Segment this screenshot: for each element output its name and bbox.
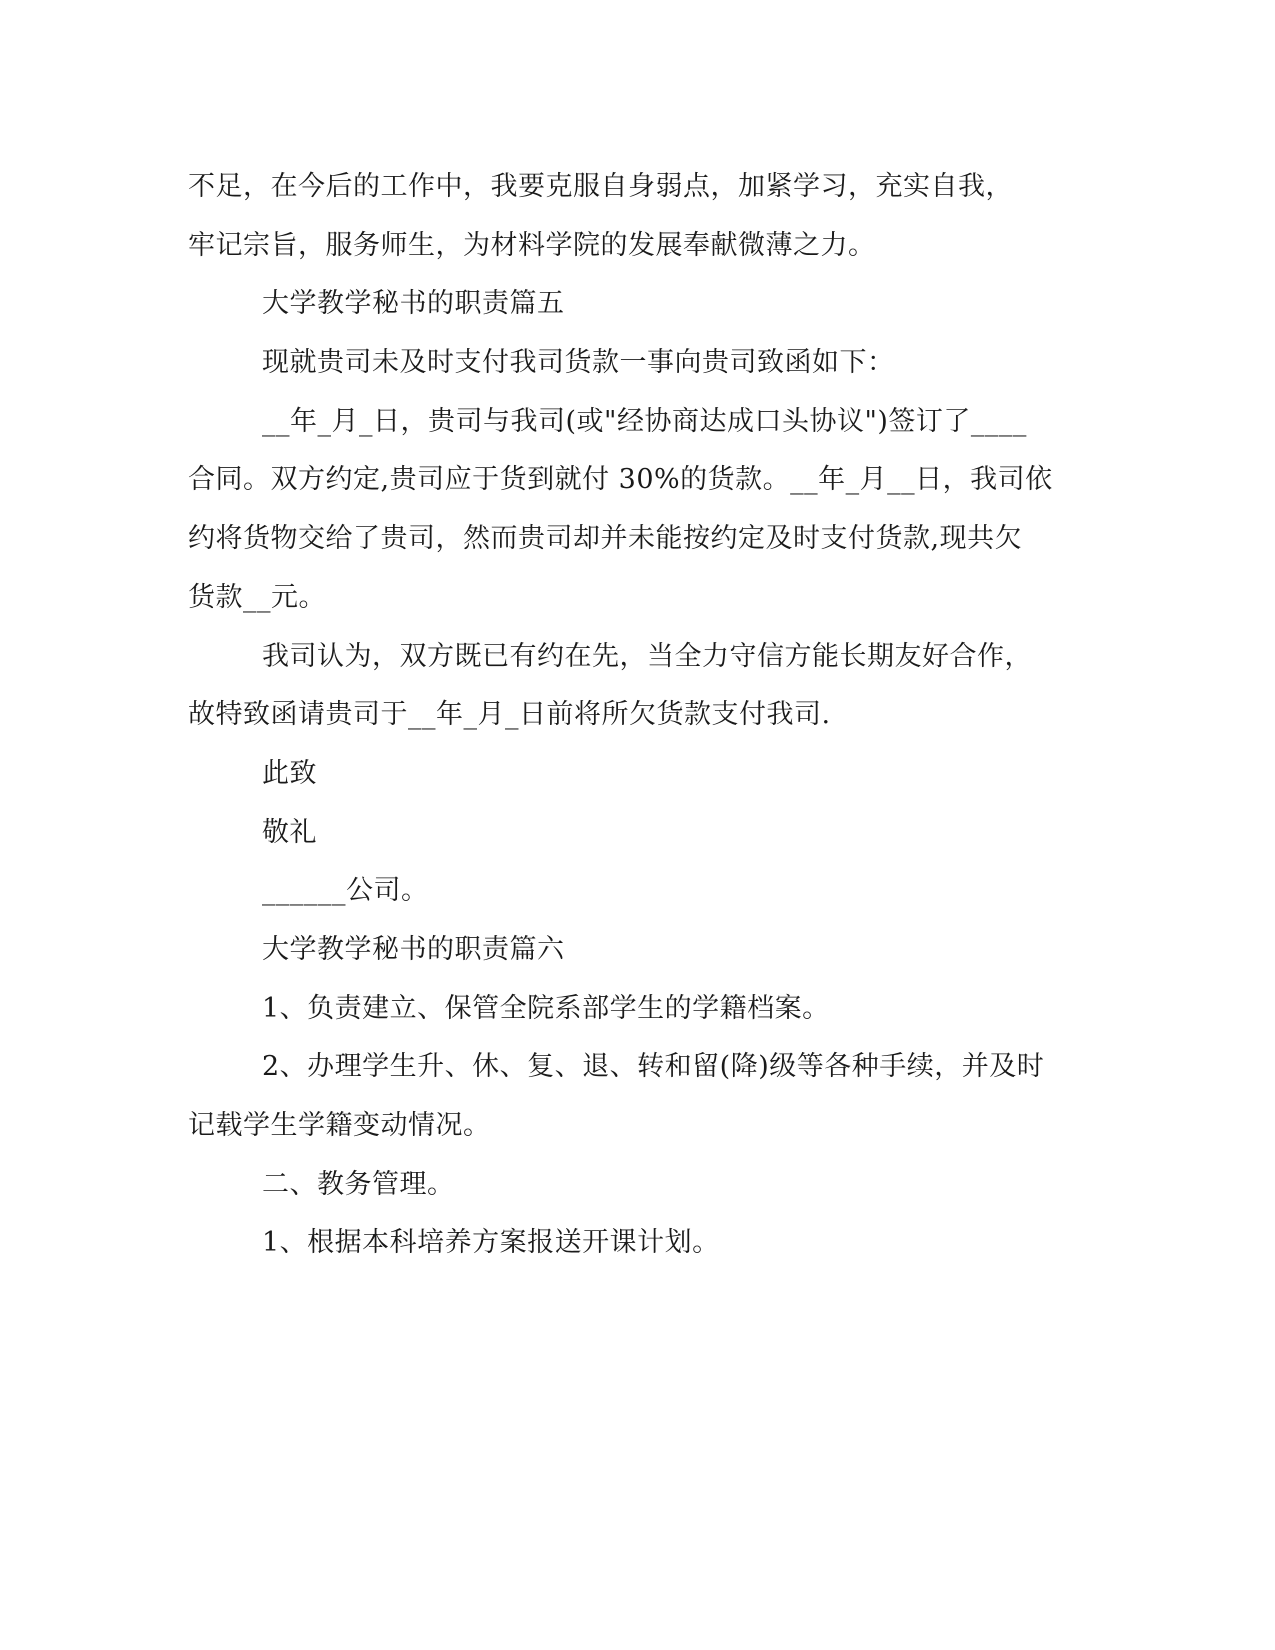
- paragraph-line: 现就贵司未及时支付我司货款一事向贵司致函如下：: [262, 347, 895, 379]
- paragraph-line: 不足，在今后的工作中，我要克服自身弱点，加紧学习，充实自我，: [188, 171, 1013, 202]
- list-item: 2、办理学生升、休、复、退、转和留(降)级等各种手续，并及时: [262, 1051, 1045, 1083]
- paragraph-line: 故特致函请贵司于__年_月_日前将所欠货款支付我司.: [188, 699, 831, 731]
- paragraph-line: 我司认为，双方既已有约在先，当全力守信方能长期友好合作，: [262, 640, 1032, 672]
- subsection-heading: 二、教务管理。: [262, 1168, 455, 1200]
- list-item: 1、负责建立、保管全院系部学生的学籍档案。: [262, 992, 830, 1024]
- paragraph-line: 货款__元。: [188, 581, 326, 613]
- section-heading: 大学教学秘书的职责篇六: [262, 933, 565, 965]
- paragraph-line: 牢记宗旨，服务师生，为材料学院的发展奉献微薄之力。: [188, 229, 876, 261]
- paragraph-line: __年_月_日，贵司与我司(或"经协商达成口头协议")签订了____: [262, 405, 1027, 437]
- paragraph-line: 记载学生学籍变动情况。: [188, 1110, 491, 1141]
- paragraph-line: 约将货物交给了贵司，然而贵司却并未能按约定及时支付货款,现共欠: [188, 523, 1023, 555]
- list-item: 1、根据本科培养方案报送开课计划。: [262, 1227, 720, 1259]
- paragraph-line: 合同。双方约定,贵司应于货到就付 30%的货款。__年_月__日，我司依: [188, 464, 1053, 496]
- document-body: [188, 158, 1088, 1273]
- signature-line: ______公司。: [262, 875, 429, 907]
- closing-line: 此致: [262, 757, 317, 789]
- closing-line: 敬礼: [262, 816, 317, 848]
- section-heading: 大学教学秘书的职责篇五: [262, 288, 565, 320]
